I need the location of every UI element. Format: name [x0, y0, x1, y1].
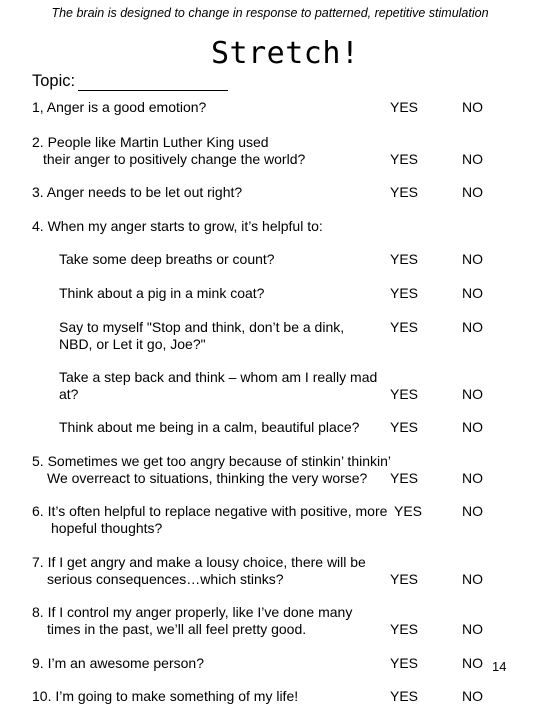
question-4d-line-2: at? — [59, 386, 79, 402]
question-8-no-option[interactable]: NO — [462, 621, 483, 637]
question-3-yes-option[interactable]: YES — [390, 184, 419, 200]
question-4d — [59, 369, 377, 403]
question-4a — [59, 251, 275, 268]
question-10-no-option[interactable]: NO — [462, 688, 483, 704]
question-6-line-2: hopeful thoughts? — [51, 520, 163, 536]
question-2-no-option[interactable]: NO — [462, 151, 483, 167]
question-3-line-1: 3. Anger needs to be let out right? — [32, 184, 243, 200]
question-5 — [32, 453, 391, 487]
question-7-line-1: 7. If I get angry and make a lousy choice, there will be — [32, 554, 366, 570]
question-3-no-option[interactable]: NO — [462, 184, 483, 200]
question-4-heading — [32, 218, 323, 235]
topic-field — [32, 72, 228, 91]
question-4c — [59, 319, 344, 353]
question-4d-line-1: Take a step back and think – whom am I really mad — [59, 369, 378, 385]
question-2-line-1: 2. People like Martin Luther King used — [32, 134, 269, 150]
question-3 — [32, 184, 242, 201]
question-9-yes-option[interactable]: YES — [390, 655, 419, 671]
question-8-line-1: 8. If I control my anger properly, like I’ve done many — [32, 604, 353, 620]
question-6-no-option[interactable]: NO — [462, 503, 483, 519]
question-8 — [32, 604, 352, 638]
question-10 — [32, 688, 298, 705]
question-8-yes-option[interactable]: YES — [390, 621, 419, 637]
question-4e-yes-option[interactable]: YES — [390, 419, 419, 435]
question-1-no-option[interactable]: NO — [462, 99, 483, 115]
question-9-no-option[interactable]: NO — [462, 655, 483, 671]
question-4c-no-option[interactable]: NO — [462, 319, 483, 335]
page-number: 14 — [492, 659, 507, 674]
question-5-no-option[interactable]: NO — [462, 470, 483, 486]
question-9 — [32, 655, 204, 672]
question-5-yes-option[interactable]: YES — [390, 470, 419, 486]
question-4e-line-1: Think about me being in a calm, beautiful place? — [59, 419, 360, 435]
question-4e-no-option[interactable]: NO — [462, 419, 483, 435]
question-4b-no-option[interactable]: NO — [462, 285, 483, 301]
question-5-line-2: We overreact to situations, thinking the very worse? — [47, 470, 368, 486]
question-7 — [32, 554, 366, 588]
question-4c-yes-option[interactable]: YES — [390, 319, 419, 335]
question-4e — [59, 419, 359, 436]
question-7-no-option[interactable]: NO — [462, 571, 483, 587]
question-4b — [59, 285, 264, 302]
question-1-yes-option[interactable]: YES — [390, 99, 419, 115]
question-7-line-2: serious consequences…which stinks? — [47, 571, 284, 587]
question-10-yes-option[interactable]: YES — [390, 688, 419, 704]
question-2-line-2: their anger to positively change the world? — [43, 151, 306, 167]
question-10-line-1: 10. I’m going to make something of my life! — [32, 688, 299, 704]
question-4a-yes-option[interactable]: YES — [390, 251, 419, 267]
question-2-yes-option[interactable]: YES — [390, 151, 419, 167]
question-4c-line-2: NBD, or Let it go, Joe?" — [59, 336, 206, 352]
question-6 — [32, 503, 387, 537]
question-4a-no-option[interactable]: NO — [462, 251, 483, 267]
question-4c-line-1: Say to myself "Stop and think, don’t be a dink, — [59, 319, 345, 335]
topic-blank-line — [78, 74, 228, 91]
question-2 — [32, 134, 305, 168]
topic-label: Topic: — [32, 72, 76, 90]
page-subtitle: The brain is designed to change in response to patterned, repetitive stimulation — [51, 6, 489, 20]
question-4-line-1: 4. When my anger starts to grow, it’s helpful to: — [32, 218, 323, 234]
question-4b-yes-option[interactable]: YES — [390, 285, 419, 301]
question-4d-no-option[interactable]: NO — [462, 386, 483, 402]
question-9-line-1: 9. I’m an awesome person? — [32, 655, 204, 671]
question-1-line-1: 1, Anger is a good emotion? — [32, 99, 207, 115]
question-5-line-1: 5. Sometimes we get too angry because of stinkin’ thinkin’ — [32, 453, 392, 469]
question-4a-line-1: Take some deep breaths or count? — [59, 251, 275, 267]
page-title: Stretch! — [211, 36, 360, 71]
question-6-yes-option[interactable]: YES — [394, 503, 423, 519]
question-8-line-2: times in the past, we’ll all feel pretty good. — [47, 621, 307, 637]
question-6-line-1: 6. It’s often helpful to replace negative with positive, more — [32, 503, 388, 519]
question-4b-line-1: Think about a pig in a mink coat? — [59, 285, 265, 301]
question-4d-yes-option[interactable]: YES — [390, 386, 419, 402]
question-1 — [32, 99, 206, 116]
question-7-yes-option[interactable]: YES — [390, 571, 419, 587]
